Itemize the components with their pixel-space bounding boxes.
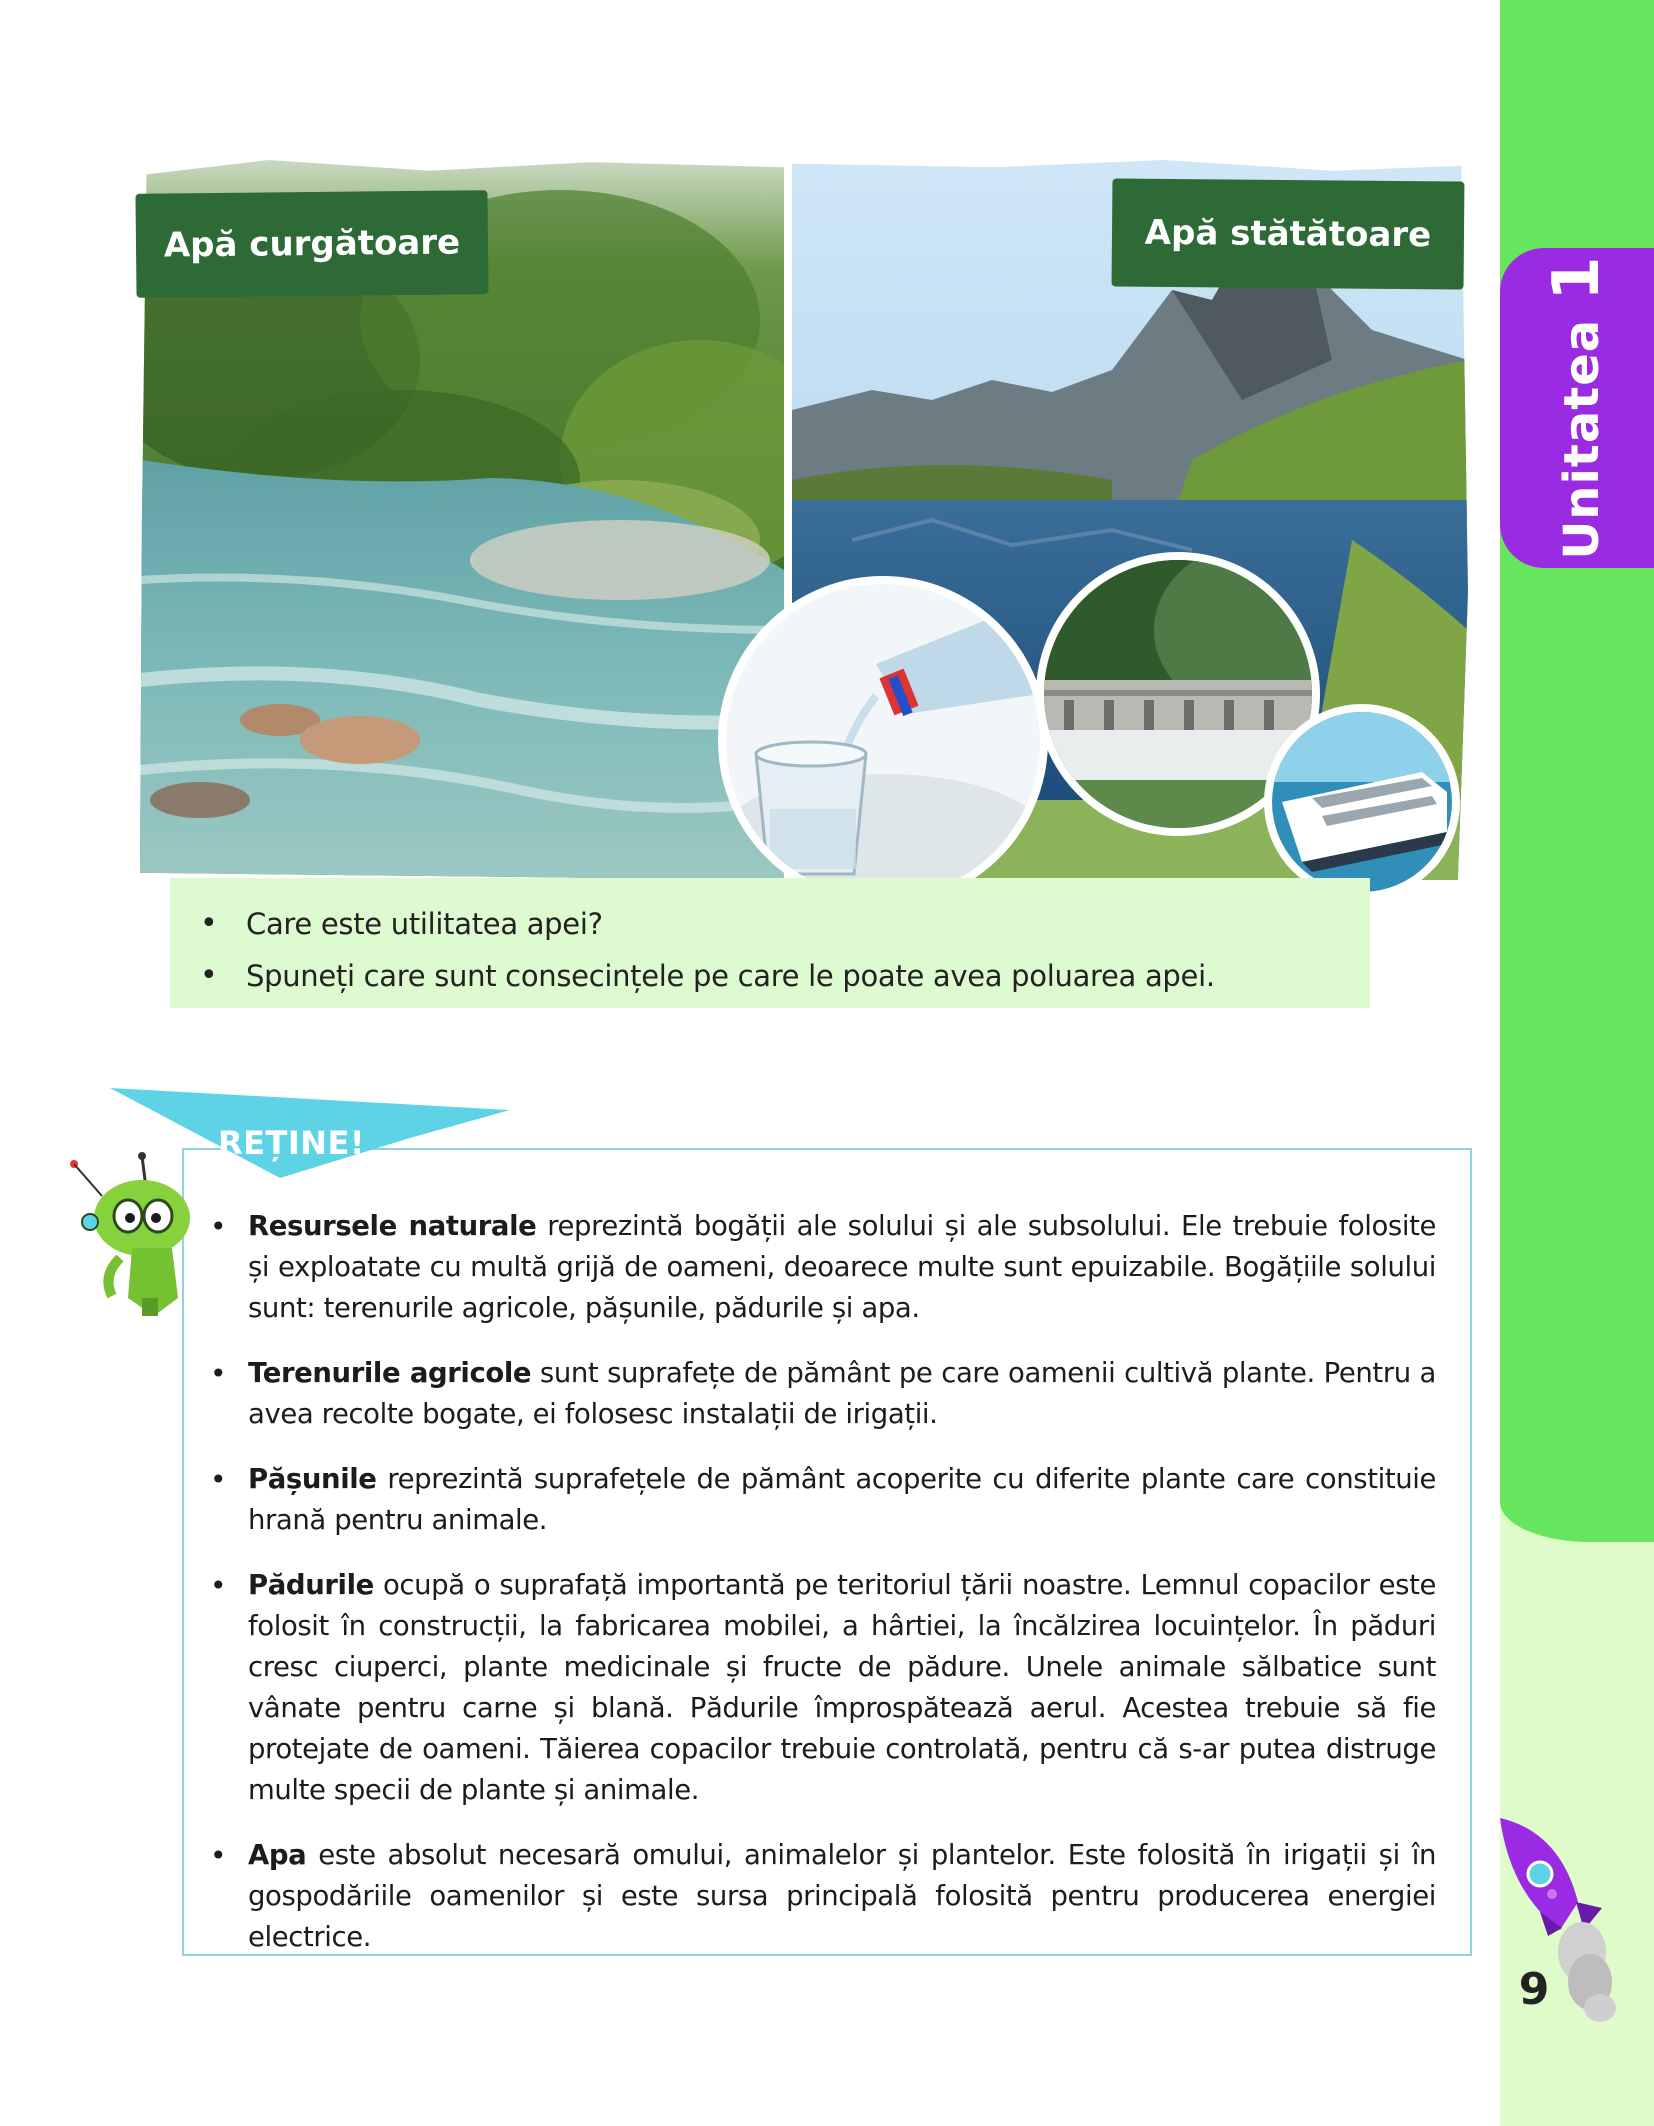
bullet-icon: •	[210, 1839, 227, 1872]
bullet-icon: •	[210, 1569, 227, 1602]
question-text: Spuneți care sunt consecințele pe care le poate avea poluarea apei.	[246, 959, 1215, 993]
bullet-icon: •	[210, 1210, 227, 1243]
retine-item	[208, 1206, 1436, 1329]
questions-list	[200, 898, 1215, 1002]
retine-text: reprezintă suprafețele de pământ acoperite cu diferite plante care constituie hrană pentru animale.	[248, 1463, 1436, 1536]
bullet-icon: •	[200, 906, 218, 941]
unit-label	[1540, 256, 1614, 559]
bullet-icon: •	[200, 958, 218, 993]
cruise-ship-photo	[1264, 704, 1460, 900]
retine-item	[208, 1565, 1436, 1811]
bullet-icon: •	[210, 1357, 227, 1390]
retine-term: Pășunile	[248, 1463, 377, 1495]
retine-item	[208, 1353, 1436, 1435]
question-item	[200, 950, 1215, 1002]
retine-text: ocupă o suprafață importantă pe teritoriul țării noastre. Lemnul copacilor este folosit în construcții, la fabricarea mobilei, a hârtiei, la încălzirea locuințelor. În păduri cresc ciuperci, plante medicinale și fructe de pădure. Unele animale sălbatice sunt vânate pentru carne și blană. Pădurile împrospătează aerul. Acestea trebuie să fie protejate de oameni. Tăierea copacilor trebuie controlată, pentru că s-ar putea distruge multe specii de plante și animale.	[248, 1569, 1436, 1806]
question-item	[200, 898, 1215, 950]
water-glass-photo	[718, 576, 1048, 906]
standing-water-caption: Apă stătătoare	[1112, 178, 1465, 289]
robot-mascot-icon	[62, 1148, 212, 1318]
questions-box	[170, 878, 1370, 1008]
page-number: 9	[1518, 1964, 1550, 2015]
question-text: Care este utilitatea apei?	[246, 907, 603, 941]
retine-term: Resursele naturale	[248, 1210, 537, 1242]
retine-term: Apa	[248, 1839, 307, 1871]
running-water-caption: Apă curgătoare	[135, 190, 488, 298]
retine-text: este absolut necesară omului, animalelor și plantelor. Este folosită în irigații și în gospodăriile oamenilor și este sursa principală folosită pentru producerea energiei electrice.	[248, 1839, 1436, 1953]
retine-term: Pădurile	[248, 1569, 374, 1601]
side-band-green	[1500, 0, 1654, 1542]
retine-box	[182, 1148, 1472, 1956]
unit-number: 1	[1540, 256, 1614, 301]
retine-term: Terenurile agricole	[248, 1357, 532, 1389]
bullet-icon: •	[210, 1463, 227, 1496]
retine-item	[208, 1835, 1436, 1958]
unit-word: Unitatea	[1554, 318, 1610, 560]
retine-title: REȚINE!	[218, 1124, 365, 1162]
retine-list	[208, 1206, 1436, 1982]
retine-text: reprezintă bogății ale solului și ale subsolului. Ele trebuie folosite și exploatate cu multă grijă de oameni, deoarece multe sunt epuizabile. Bogățiile solului sunt: terenurile agricole, pășunile, pădurile și apa.	[248, 1210, 1436, 1324]
retine-item	[208, 1459, 1436, 1541]
retine-text: sunt suprafețe de pământ pe care oamenii cultivă plante. Pentru a avea recolte bogate, ei folosesc instalații de irigații.	[248, 1357, 1436, 1430]
